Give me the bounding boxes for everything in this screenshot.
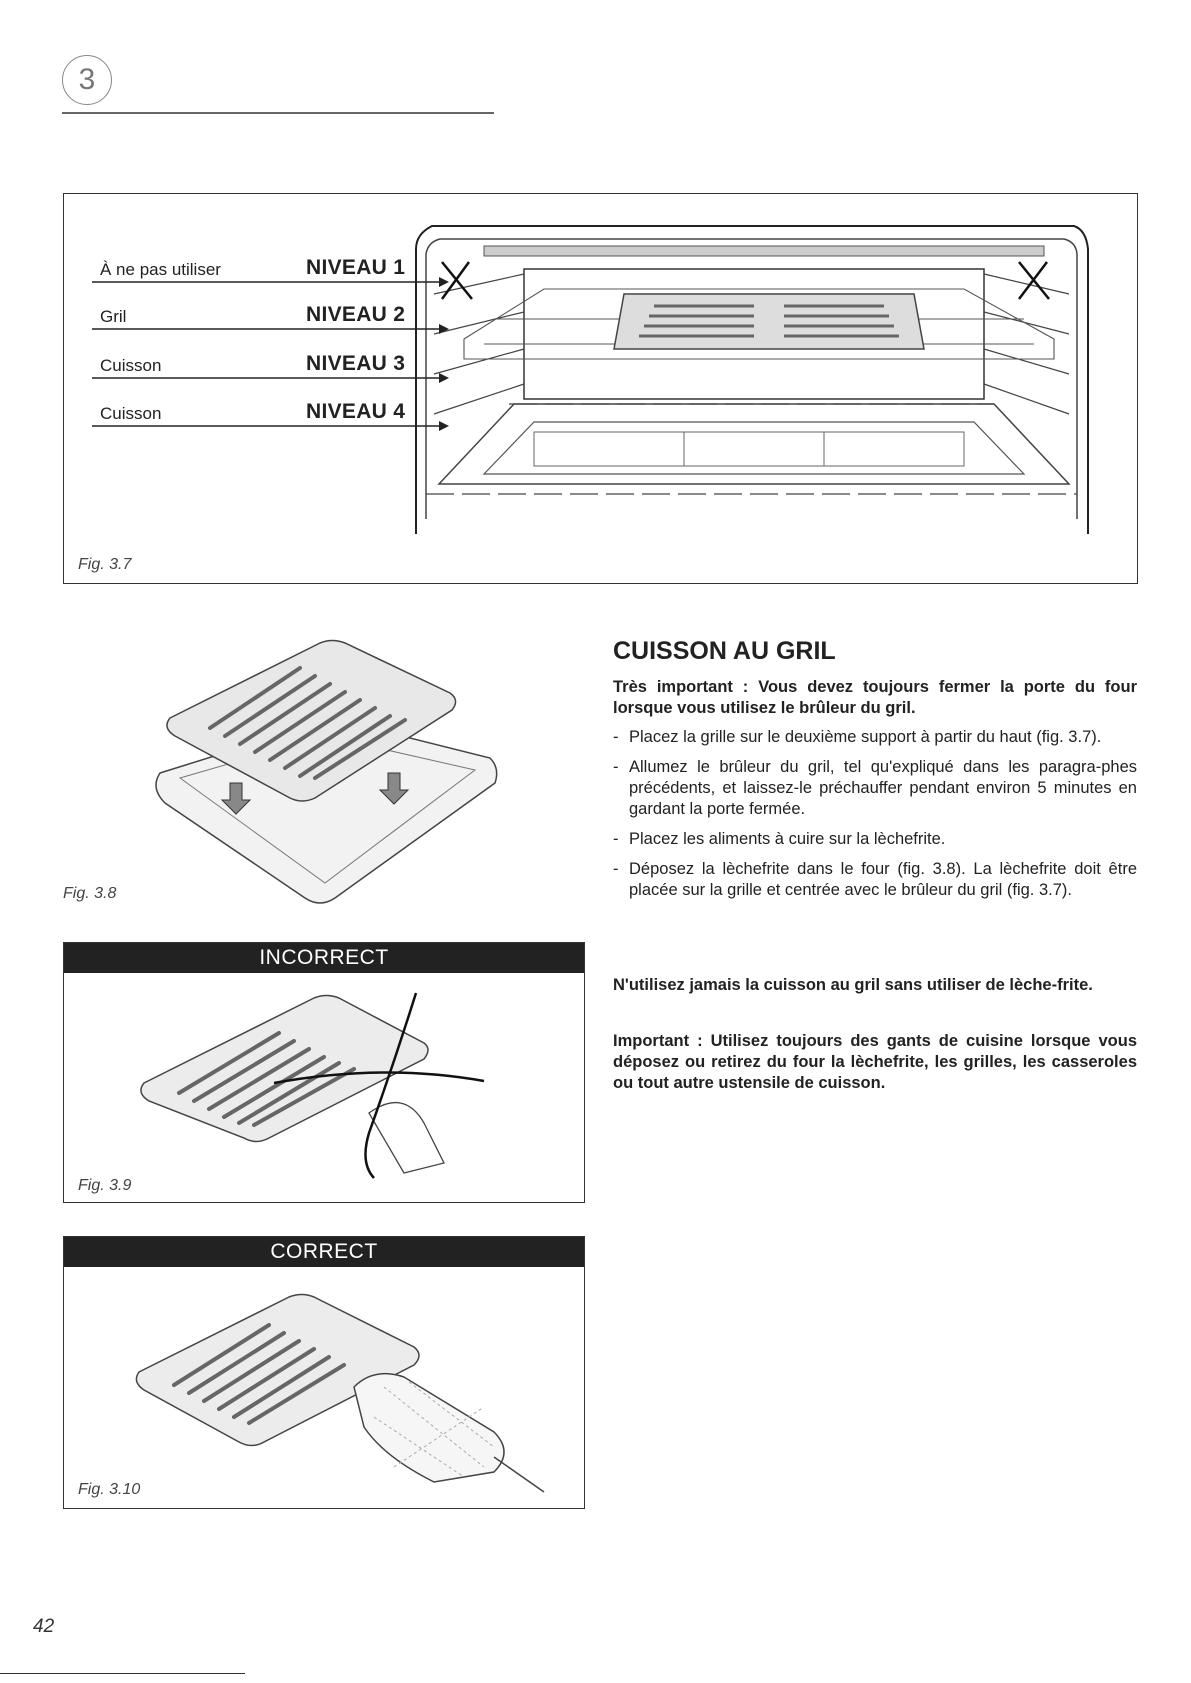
level-4-label: Cuisson — [100, 404, 162, 423]
incorrect-handling-illustration — [64, 973, 583, 1201]
warning-gloves: Important : Utilisez toujours des gants de cuisine lorsque vous déposez ou retirez du four la lèchefrite, les grilles, les casseroles ou tout autre ustensile de cuisson. — [613, 1032, 1137, 1092]
figure-3-8-caption: Fig. 3.8 — [63, 885, 117, 902]
level-3-label: Cuisson — [100, 356, 162, 375]
warning-no-pan: N'utilisez jamais la cuisson au gril sans utiliser de lèche-frite. — [613, 976, 1093, 994]
header-divider — [62, 112, 494, 114]
oven-levels-illustration — [64, 194, 1136, 582]
incorrect-banner: INCORRECT — [64, 943, 584, 973]
footer-divider — [0, 1673, 245, 1674]
level-2-name: NIVEAU 2 — [306, 303, 406, 326]
figure-3-10 — [63, 1236, 585, 1509]
figure-3-9-caption: Fig. 3.9 — [78, 1177, 132, 1194]
figure-3-10-caption: Fig. 3.10 — [78, 1481, 141, 1498]
step-item: - Placez les aliments à cuire sur la lèchefrite. — [613, 829, 1137, 850]
step-item: - Déposez la lèchefrite dans le four (fig. 3.8). La lèchefrite doit être placée sur la grille et centrée avec le brûleur du gril (fig. 3.7). — [613, 859, 1137, 901]
chapter-number: 3 — [78, 63, 96, 96]
correct-banner: CORRECT — [64, 1237, 584, 1267]
level-1-label: À ne pas utiliser — [100, 260, 221, 279]
level-4-name: NIVEAU 4 — [306, 400, 406, 423]
step-item: - Allumez le brûleur du gril, tel qu'expliqué dans les paragra-phes précédents, et laissez-le préchauffer pendant environ 5 minutes en gardant la porte fermée. — [613, 757, 1137, 820]
level-3-name: NIVEAU 3 — [306, 352, 406, 375]
section-title: CUISSON AU GRIL — [613, 637, 836, 665]
figure-3-7-caption: Fig. 3.7 — [78, 556, 132, 573]
level-2-label: Gril — [100, 307, 127, 326]
broiler-pan-assembly-illustration — [150, 628, 500, 913]
steps-list — [613, 727, 1137, 910]
intro-warning: Très important : Vous devez toujours fermer la porte du four lorsque vous utilisez le brûleur du gril. — [613, 678, 1137, 717]
chapter-number-badge — [62, 55, 112, 105]
figure-3-7 — [63, 193, 1138, 584]
page-number: 42 — [33, 1616, 55, 1637]
correct-handling-illustration — [64, 1267, 583, 1507]
step-item: - Placez la grille sur le deuxième support à partir du haut (fig. 3.7). — [613, 727, 1137, 748]
figure-3-9 — [63, 942, 585, 1203]
level-1-name: NIVEAU 1 — [306, 256, 406, 279]
